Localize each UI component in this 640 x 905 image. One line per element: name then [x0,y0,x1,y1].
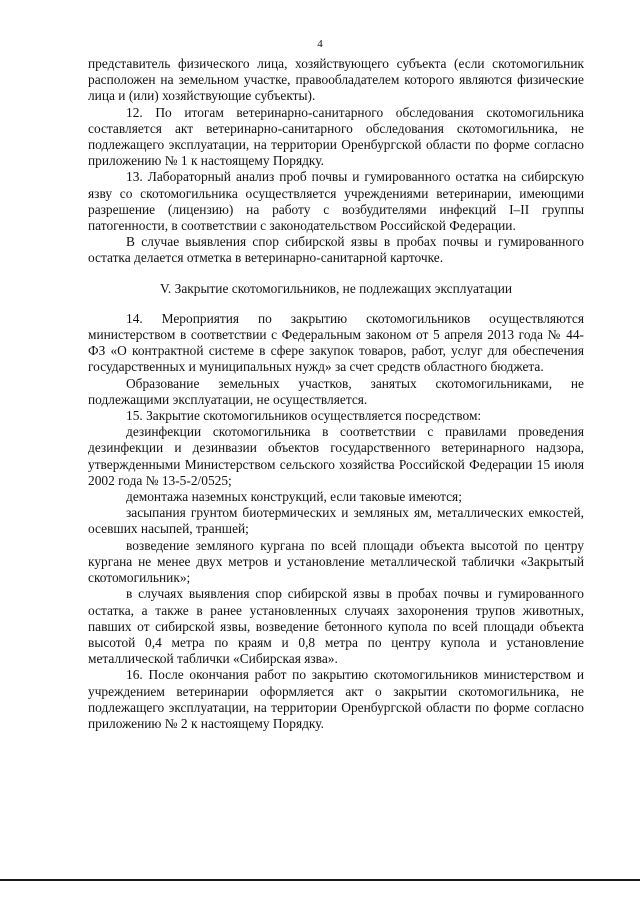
paragraph-12: 12. По итогам ветеринарно-санитарного обследования скотомогильника составляется акт ветеринарно-санитарного обследования скотомогильника, не подлежащего эксплуатации, на территории Оренбургской области по форме согласно приложению № 1 к настоящему Порядку. [88,104,584,169]
document-body [88,56,584,732]
paragraph-15: 15. Закрытие скотомогильников осуществляется посредством: [126,408,482,424]
page-number: 4 [317,38,323,50]
paragraph-13: 13. Лабораторный анализ проб почвы и гумированного остатка на сибирскую язву со скотомогильника осуществляется учреждениями ветеринарии, имеющими разрешение (лицензию) на работу с возбудителями инфекций I–II группы патогенности, в соответствии с законодательством Российской Федерации. [88,169,584,234]
paragraph-continuation: представитель физического лица, хозяйствующего субъекта (если скотомогильник расположен на земельном участке, правообладателем которого являются физические лица и (или) хозяйствующие субъекты). [88,56,584,104]
list-item-backfilling: засыпания грунтом биотермических и земляных ям, металлических емкостей, осевших насыпей, траншей; [88,505,584,537]
bottom-rule [0,879,640,881]
paragraph-anthrax-note: В случае выявления спор сибирской язвы в пробах почвы и гумированного остатка делается отметка в ветеринарно-санитарной карточке. [88,234,584,266]
list-item-earth-mound: возведение земляного кургана по всей площади объекта высотой по центру кургана не менее двух метров и установление металлической таблички «Закрытый скотомогильник»; [88,537,584,586]
paragraph-land-plots: Образование земельных участков, занятых скотомогильниками, не подлежащими эксплуатации, не осуществляется. [88,375,584,407]
section-heading: V. Закрытие скотомогильников, не подлежащих эксплуатации [159,280,513,296]
list-item-concrete-dome: в случаях выявления спор сибирской язвы в пробах почвы и гумированного остатка, а также в ранее установленных случаях захоронения трупов животных, павших от сибирской язвы, возведение бетонного купола по всей площади объекта высотой 0,4 метра по краям и 0,8 метра по центру купола и установление металлической таблички «Сибирская язва». [88,586,584,667]
list-item-dismantling: демонтажа наземных конструкций, если таковые имеются; [126,489,462,505]
list-item-disinfection: дезинфекции скотомогильника в соответствии с правилами проведения дезинфекции и дезинвазии объектов государственного ветеринарного надзора, утвержденными Министерством сельского хозяйства Российской Федерации 15 июля 2002 года № 13-5-2/0525; [88,424,584,488]
paragraph-14: 14. Мероприятия по закрытию скотомогильников осуществляются министерством в соответствии с Федеральным законом от 5 апреля 2013 года № 44-ФЗ «О контрактной системе в сфере закупок товаров, работ, услуг для обеспечения государственных и муниципальных нужд» за счет средств областного бюджета. [88,310,584,375]
paragraph-16: 16. После окончания работ по закрытию скотомогильников министерством и учреждением ветеринарии оформляется акт о закрытии скотомогильника, не подлежащего эксплуатации, на территории Оренбургской области по форме согласно приложению № 2 к настоящему Порядку. [88,667,584,731]
